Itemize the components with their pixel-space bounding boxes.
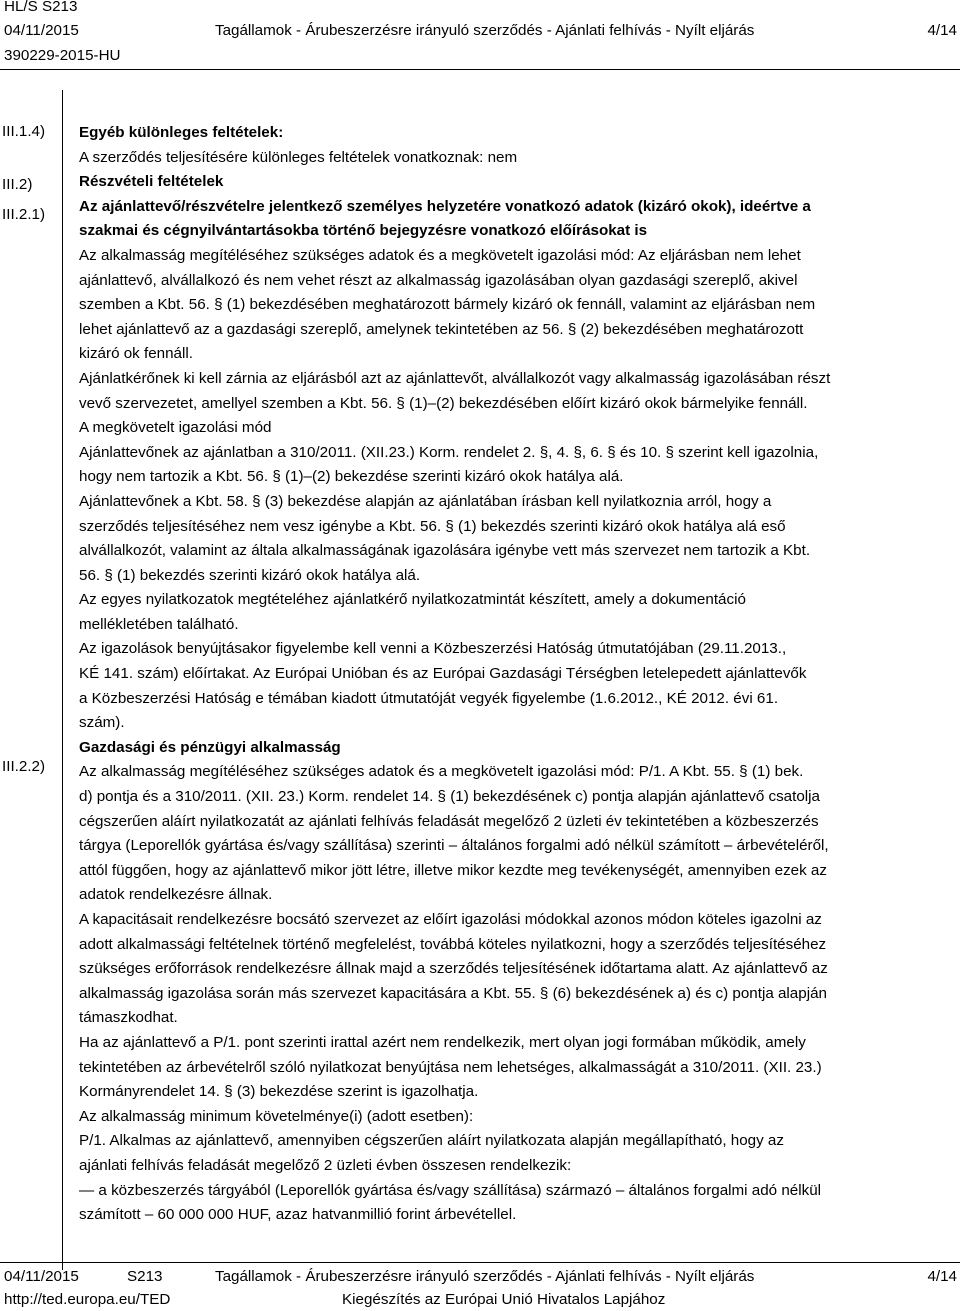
body-text-line: tárgya (Leporellók gyártása és/vagy szállítása) szerinti – általános forgalmi adó nélkül számított – árbevételéről, bbox=[79, 837, 829, 855]
footer-title: Tagállamok - Árubeszerzésre irányuló szerződés - Ajánlati felhívás - Nyílt eljárás bbox=[215, 1268, 755, 1285]
body-text-line: adott alkalmassági feltételnek történő megfelelést, továbbá köteles nyilatkozni, hogy a szerződés teljesítéséhez bbox=[79, 935, 827, 953]
body-text-line: Az igazolások benyújtásakor figyelembe kell venni a Közbeszerzési Hatóság útmutatójában (29.11.2013., bbox=[79, 640, 787, 658]
body-text-line: szerződés teljesítéséhez nem vesz igénybe a Kbt. 56. § (1) bekezdés szerinti kizáró okok hatálya alá eső bbox=[79, 517, 786, 535]
body-text-line: Ajánlattevőnek az ajánlatban a 310/2011. (XII.23.) Korm. rendelet 2. §, 4. §, 6. § és 10. § szerint kell igazolnia, bbox=[79, 443, 819, 461]
body-text-line: A kapacitásait rendelkezésre bocsátó szervezet az előírt igazolási módokkal azonos módon köteles igazolni az bbox=[79, 911, 822, 928]
body-text-line: ajánlati felhívás feladását megelőző 2 üzleti évben összesen rendelkezik: bbox=[79, 1156, 572, 1174]
body-text-line: d) pontja és a 310/2011. (XII. 23.) Korm. rendelet 14. § (1) bekezdésének c) pontja alapján ajánlattevő csatolja bbox=[79, 788, 820, 806]
body-text-line: Ha az ajánlattevő a P/1. pont szerinti irattal azért nem rendelkezik, mert olyan jogi formában működik, amely bbox=[79, 1033, 806, 1051]
section-heading: Az ajánlattevő/részvételre jelentkező személyes helyzetére vonatkozó adatok (kizáró okok), ideértve a bbox=[79, 197, 811, 215]
body-text-line: szám). bbox=[79, 714, 125, 732]
section-number: III.2.1) bbox=[2, 206, 46, 223]
body-text-line: cégszerűen aláírt nyilatkozatát az ajánlati felhívás feladását megelőző 2 üzleti év tekintetében a közbeszerzés bbox=[79, 812, 819, 830]
body-text-line: mellékletében található. bbox=[79, 615, 239, 633]
body-text-line: alkalmasság igazolása során más szervezet kapacitására a Kbt. 55. § (6) bekezdésének a) és c) pontja alapján bbox=[79, 984, 827, 1002]
body-text-line: támaszkodhat. bbox=[79, 1009, 178, 1027]
body-text-line: adatok rendelkezésre állnak. bbox=[79, 886, 273, 904]
body-text-line: a Közbeszerzési Hatóság e témában kiadott útmutatóját vegyék figyelembe (1.6.2012., KÉ 2012. évi 61. bbox=[79, 689, 779, 707]
body-text-line: Az alkalmasság megítéléséhez szükséges adatok és a megkövetelt igazolási mód: Az eljárásban nem lehet bbox=[79, 246, 801, 264]
body-text-line: attól függően, hogy az ajánlattevő mikor jött létre, illetve mikor kezdte meg tevékenységét, amennyiben ezek az bbox=[79, 861, 827, 879]
body-text-line: KÉ 141. szám) előírtakat. Az Európai Unióban és az Európai Gazdasági Térségben letelepedett ajánlattevők bbox=[79, 665, 807, 683]
section-number: III.2.2) bbox=[2, 758, 46, 775]
footer-publisher: Kiegészítés az Európai Unió Hivatalos Lapjához bbox=[342, 1291, 666, 1308]
body-text-line: kizáró ok fennáll. bbox=[79, 345, 193, 363]
footer-rule bbox=[0, 1262, 960, 1263]
body-text-line: A szerződés teljesítésére különleges feltételek vonatkoznak: nem bbox=[79, 148, 518, 166]
section-heading: Gazdasági és pénzügyi alkalmasság bbox=[79, 738, 341, 756]
body-text-line: A megkövetelt igazolási mód bbox=[79, 419, 272, 437]
header-rule bbox=[0, 69, 960, 70]
section-divider bbox=[62, 90, 63, 1270]
body-text-line: Ajánlatkérőnek ki kell zárnia az eljárásból azt az ajánlattevőt, alvállalkozót vagy alkalmasság igazolásában részt bbox=[79, 369, 831, 387]
header-page: 4/14 bbox=[927, 22, 957, 39]
section-number: III.2) bbox=[2, 176, 33, 193]
body-text-line: Az alkalmasság megítéléséhez szükséges adatok és a megkövetelt igazolási mód: P/1. A Kbt. 55. § (1) bek. bbox=[79, 763, 804, 781]
header-reference: 390229-2015-HU bbox=[4, 47, 121, 64]
section-heading: szakmai és cégnyilvántartásokba történő bejegyzésre vonatkozó előírásokat is bbox=[79, 222, 648, 240]
body-text-line: tekintetében az árbevételről szóló nyilatkozat benyújtása nem lehetséges, alkalmasságát a 310/2011. (XII. 23.) bbox=[79, 1058, 822, 1076]
body-text-line: ajánlattevő, alvállalkozó és nem vehet részt az alkalmasság igazolásában olyan gazdasági szereplő, akivel bbox=[79, 271, 798, 289]
body-text-line: vevő szervezetet, amellyel szemben a Kbt. 56. § (1)–(2) bekezdésében előírt kizáró okok bármelyike fennáll. bbox=[79, 394, 808, 412]
doc-code: HL/S S213 bbox=[4, 0, 78, 15]
body-text-line: alvállalkozót, valamint az általa alkalmasságának igazolására igénybe vett más szervezet nem tartozik a Kbt. bbox=[79, 542, 811, 560]
footer-url[interactable]: http://ted.europa.eu/TED bbox=[4, 1291, 171, 1308]
document-body bbox=[79, 121, 959, 1228]
section-number: III.1.4) bbox=[2, 123, 46, 140]
footer-date: 04/11/2015 bbox=[4, 1268, 79, 1285]
header-date: 04/11/2015 bbox=[4, 22, 79, 39]
body-text-line: lehet ajánlattevő az a gazdasági szereplő, amelynek tekintetében az 56. § (2) bekezdésében meghatározott bbox=[79, 320, 804, 338]
body-text-line: Ajánlattevőnek a Kbt. 58. § (3) bekezdése alapján az ajánlatában írásban kell nyilatkoznia arról, hogy a bbox=[79, 492, 772, 510]
section-heading: Részvételi feltételek bbox=[79, 173, 224, 191]
footer-issue: S213 bbox=[127, 1268, 163, 1285]
body-text-line: — a közbeszerzés tárgyából (Leporellók gyártása és/vagy szállítása) származó – általános forgalmi adó nélkül bbox=[79, 1181, 822, 1199]
body-text-line: P/1. Alkalmas az ajánlattevő, amennyiben cégszerűen aláírt nyilatkozata alapján megállapítható, hogy az bbox=[79, 1132, 784, 1150]
body-text-line: hogy nem tartozik a Kbt. 56. § (1)–(2) bekezdése szerinti kizáró okok hatálya alá. bbox=[79, 468, 624, 486]
body-text-line: 56. § (1) bekezdés szerinti kizáró okok hatálya alá. bbox=[79, 566, 421, 584]
body-text-line: Az alkalmasság minimum követelménye(i) (adott esetben): bbox=[79, 1107, 474, 1125]
section-heading: Egyéb különleges feltételek: bbox=[79, 124, 284, 141]
body-text-line: szükséges erőforrások rendelkezésre állnak majd a szerződés teljesítésének időtartama alatt. Az ajánlattevő az bbox=[79, 960, 828, 978]
header-title: Tagállamok - Árubeszerzésre irányuló szerződés - Ajánlati felhívás - Nyílt eljárás bbox=[215, 22, 755, 39]
body-text-line: Az egyes nyilatkozatok megtételéhez ajánlatkérő nyilatkozatmintát készített, amely a dokumentáció bbox=[79, 591, 746, 609]
footer-page: 4/14 bbox=[927, 1268, 957, 1285]
body-text-line: szemben a Kbt. 56. § (1) bekezdésében meghatározott bármely kizáró ok fennáll, valamint az eljárásban nem bbox=[79, 296, 816, 314]
body-text-line: Kormányrendelet 14. § (3) bekezdése szerint is igazolhatja. bbox=[79, 1083, 479, 1101]
body-text-line: számított – 60 000 000 HUF, azaz hatvanmillió forint árbevétellel. bbox=[79, 1206, 517, 1224]
